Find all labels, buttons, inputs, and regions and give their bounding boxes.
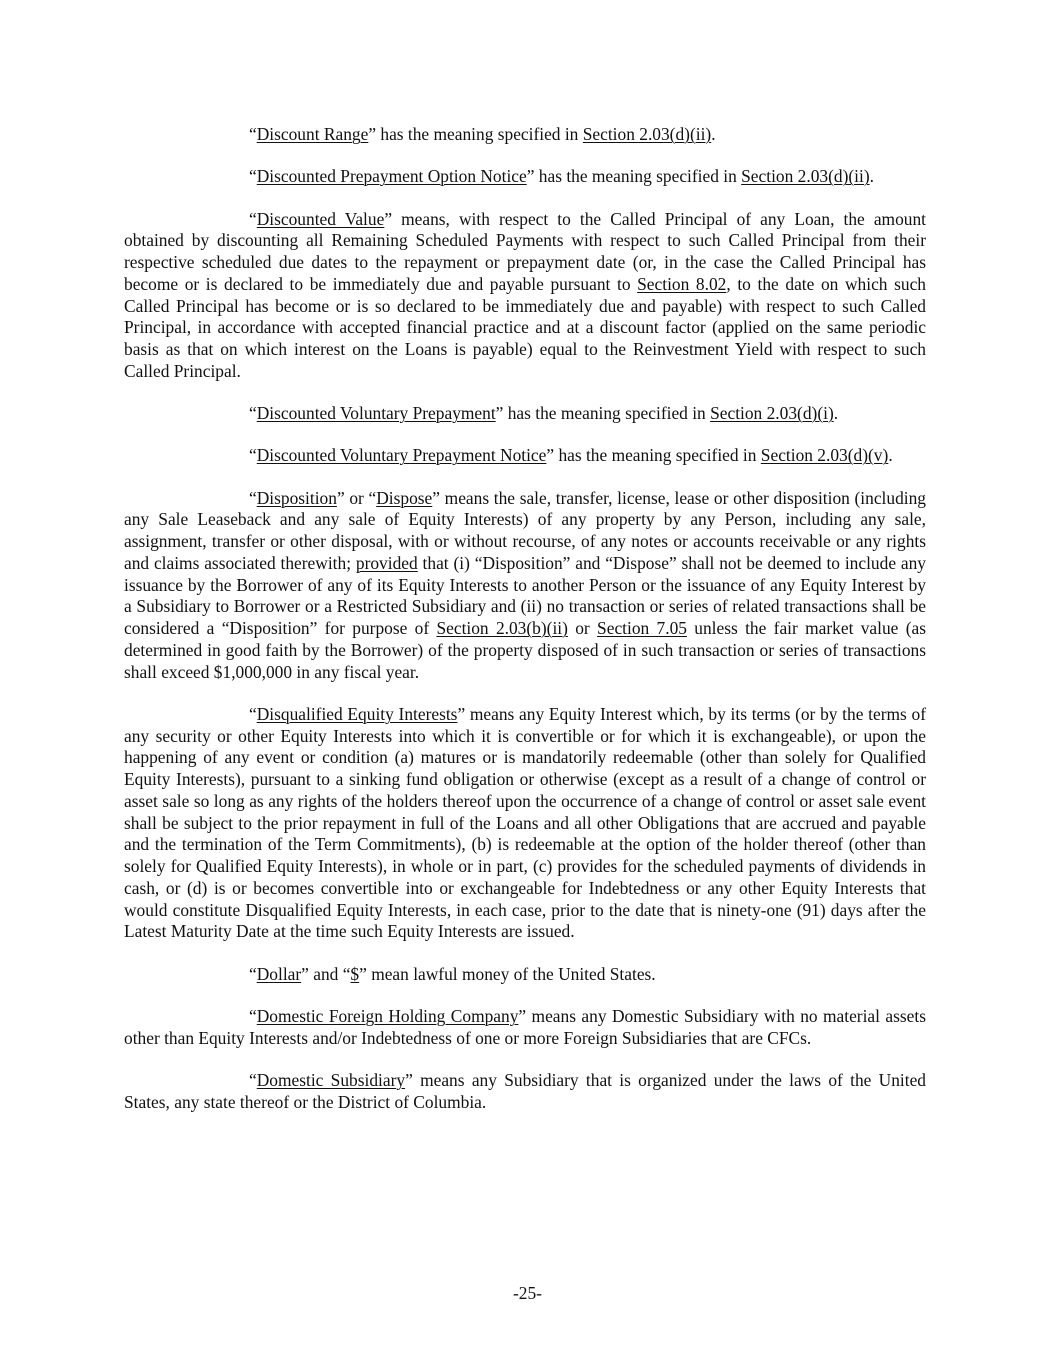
text-segment: “ bbox=[249, 963, 257, 984]
text-segment: ” means the sale, transfer, license, lease or other disposition (including any Sale Leaseback and any sale of Equity Interests) of any property by any Person, including any sale, assignment, transfer or other disposal, with or without recourse, of any notes or accounts receivable or any rights and claims associated therewith; bbox=[124, 487, 926, 573]
defined-term: Disqualified Equity Interests bbox=[256, 703, 458, 724]
page-number: -25- bbox=[513, 1283, 542, 1303]
section-reference: Section 8.02 bbox=[637, 273, 727, 294]
defined-term: Domestic Subsidiary bbox=[256, 1069, 406, 1090]
section-reference: Section 2.03(b)(ii) bbox=[436, 618, 568, 638]
definition-discount-range bbox=[124, 124, 926, 146]
defined-term: Discounted Voluntary Prepayment Notice bbox=[256, 445, 547, 466]
section-reference: Section 2.03(d)(i) bbox=[710, 403, 834, 423]
definition-domestic-foreign-holding-company bbox=[124, 1006, 926, 1050]
text-segment: “ bbox=[249, 166, 257, 187]
text-segment: ” means, with respect to the Called Principal of any Loan, the amount obtained by discounting all Remaining Scheduled Payments with respect to such Called Principal from their respective scheduled due dates to the repayment or prepayment date (or, in the case the Called Principal has become or is declared to be immediately due and payable pursuant to bbox=[124, 208, 926, 294]
text-segment: ” means any Domestic Subsidiary with no material assets other than Equity Interests and/or Indebtedness of one or more Foreign Subsidiaries that are CFCs. bbox=[124, 1005, 926, 1048]
section-reference: Section 2.03(d)(v) bbox=[760, 445, 889, 466]
text-segment: “ bbox=[249, 208, 257, 229]
text-segment: ” and “ bbox=[301, 963, 351, 984]
text-segment: ” has the meaning specified in bbox=[368, 124, 583, 144]
defined-term: Discount Range bbox=[256, 124, 369, 144]
document-page bbox=[124, 124, 926, 1134]
text-segment: ” mean lawful money of the United States. bbox=[359, 963, 656, 984]
section-reference: Section 2.03(d)(ii) bbox=[582, 124, 712, 144]
definition-domestic-subsidiary bbox=[124, 1070, 926, 1114]
text-segment: “ bbox=[249, 124, 257, 144]
text-segment: “ bbox=[249, 403, 257, 423]
section-reference: Section 7.05 bbox=[597, 618, 687, 638]
defined-term: Domestic Foreign Holding Company bbox=[256, 1005, 519, 1026]
defined-term: Discounted Voluntary Prepayment bbox=[256, 403, 496, 423]
text-segment: , to the date on which such Called Principal has become or is so declared to be immediately due and payable) with respect to such Called Principal, in accordance with accepted financial practice and at a discount factor (applied on the same periodic basis as that on which interest on the Loans is payable) equal to the Reinvestment Yield with respect to such Called Principal. bbox=[124, 273, 926, 381]
section-reference: Section 2.03(d)(ii) bbox=[741, 166, 870, 187]
text-segment: ” has the meaning specified in bbox=[526, 166, 742, 187]
defined-term: Discounted Value bbox=[256, 208, 385, 229]
text-segment: . bbox=[888, 445, 893, 466]
definition-discounted-voluntary-prepayment-notice bbox=[124, 445, 926, 467]
text-segment: or bbox=[567, 618, 598, 638]
text-segment: ” has the meaning specified in bbox=[495, 403, 711, 423]
definition-dollar bbox=[124, 964, 926, 986]
text-segment: that (i) “Disposition” and “Dispose” shall not be deemed to include any issuance by the Borrower of any of its Equity Interests to another Person or the issuance of any Equity Interest by a Subsidiary to Borrower or a Restricted Subsidiary and (ii) no transaction or series of related transactions shall be considered a “Disposition” for purpose of bbox=[124, 552, 926, 638]
definition-discounted-voluntary-prepayment bbox=[124, 403, 926, 425]
text-segment: . bbox=[833, 403, 839, 423]
text-segment: . bbox=[869, 166, 874, 187]
text-segment: ” means any Equity Interest which, by its terms (or by the terms of any security or other Equity Interests into which it is convertible or for which it is exchangeable), or upon the happening of any event or condition (a) matures or is mandatorily redeemable (other than solely for Qualified Equity Interests), pursuant to a sinking fund obligation or otherwise (except as a result of a change of control or asset sale so long as any rights of the holders thereof upon the occurrence of a change of control or asset sale event shall be subject to the prior repayment in full of the Loans and all other Obligations that are accrued and payable and the termination of the Term Commitments), (b) is redeemable at the option of the holder thereof (other than solely for Qualified Equity Interests), in whole or in part, (c) provides for the scheduled payments of dividends in cash, or (d) is or becomes convertible into or exchangeable for Indebtedness or any other Equity Interests that would constitute Disqualified Equity Interests, in each case, prior to the date that is ninety-one (91) days after the Latest Maturity Date at the time such Equity Interests are issued. bbox=[124, 703, 927, 942]
defined-term: Dollar bbox=[256, 963, 302, 984]
defined-term: Disposition bbox=[256, 487, 337, 508]
text-segment: “ bbox=[249, 1005, 257, 1026]
text-segment: ” means any Subsidiary that is organized under the laws of the United States, any state thereof or the District of Columbia. bbox=[124, 1069, 926, 1112]
defined-term: Discounted Prepayment Option Notice bbox=[256, 166, 527, 187]
text-segment: “ bbox=[249, 703, 257, 724]
text-segment: “ bbox=[249, 487, 257, 508]
definition-discounted-prepayment-option-notice bbox=[124, 166, 926, 188]
definition-disqualified-equity-interests bbox=[124, 704, 926, 943]
definition-disposition bbox=[124, 488, 926, 684]
text-segment: . bbox=[711, 124, 716, 144]
text-segment: “ bbox=[249, 445, 257, 466]
text-segment: ” has the meaning specified in bbox=[546, 445, 761, 466]
proviso-term: provided bbox=[355, 552, 418, 573]
text-segment: “ bbox=[249, 1069, 257, 1090]
defined-term: $ bbox=[350, 963, 360, 984]
defined-term: Dispose bbox=[376, 487, 433, 508]
text-segment: unless the fair market value (as determined in good faith by the Borrower) of the property disposed of in such transaction or series of transactions shall exceed $1,000,000 in any fiscal year. bbox=[124, 618, 926, 682]
definition-discounted-value bbox=[124, 209, 926, 383]
text-segment: ” or “ bbox=[336, 487, 377, 508]
